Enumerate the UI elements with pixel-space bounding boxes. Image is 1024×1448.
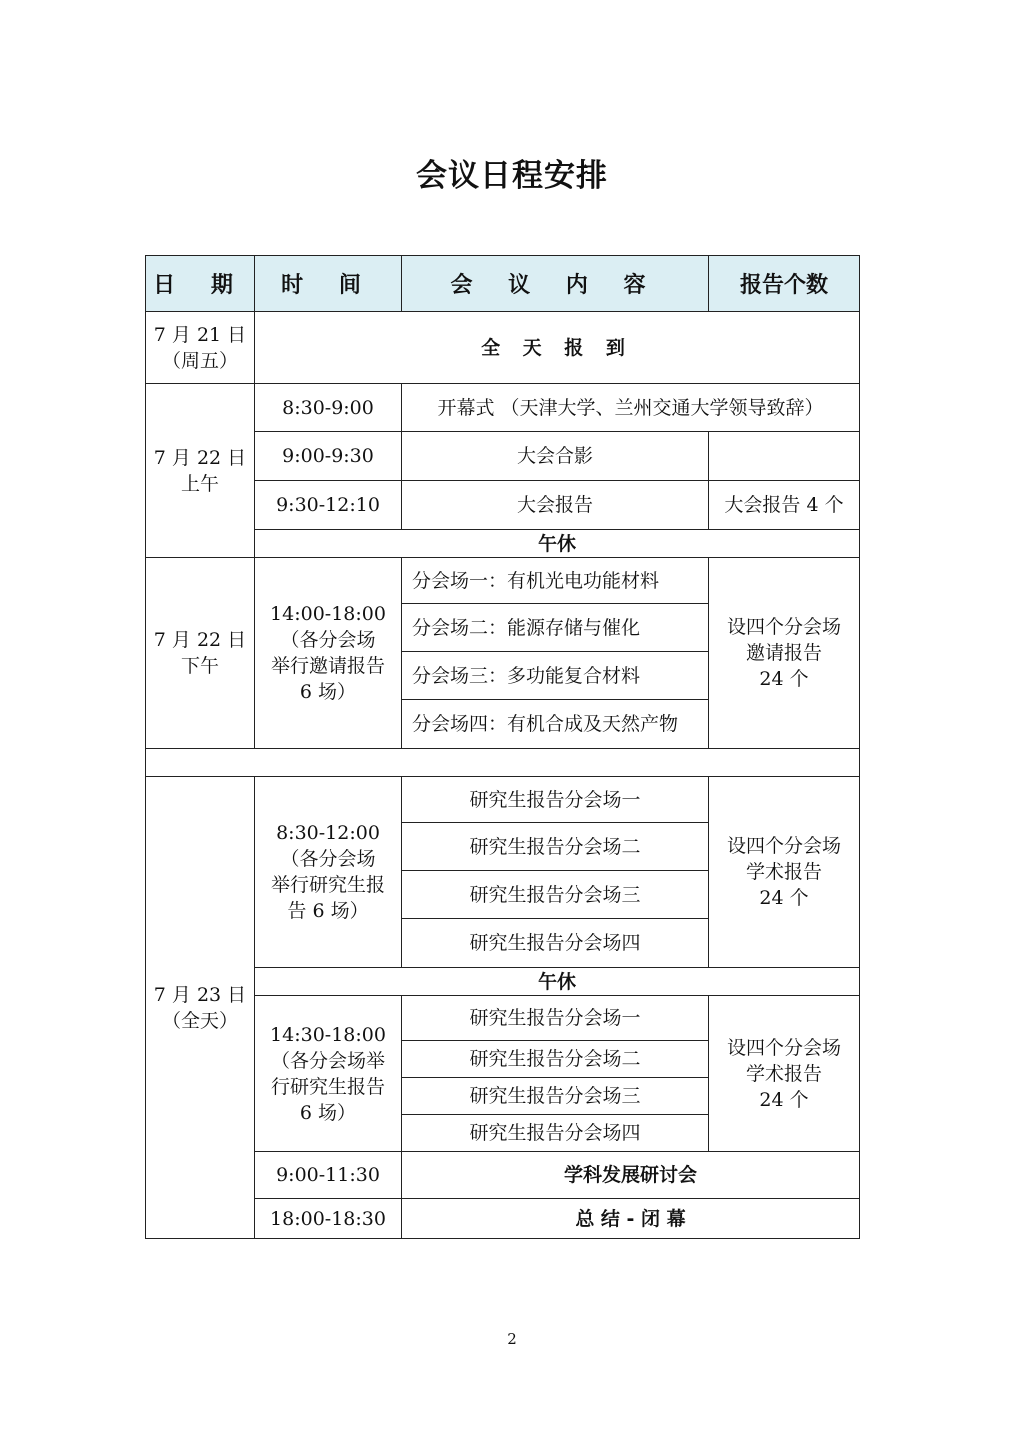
header-content: 会 议 内 容 <box>402 256 709 312</box>
time-cell: 14:00-18:00 （各分会场 举行邀请报告 6 场） <box>255 558 402 749</box>
content-cell: 大会合影 <box>402 432 709 481</box>
header-date: 日 期 <box>146 256 255 312</box>
date-cell: 7 月 21 日 （周五） <box>146 312 255 384</box>
header-count: 报告个数 <box>709 256 860 312</box>
session-cell: 研究生报告分会场三 <box>402 1078 709 1115</box>
count-cell <box>709 432 860 481</box>
session-cell: 分会场三：多功能复合材料 <box>402 652 709 700</box>
session-cell: 研究生报告分会场三 <box>402 871 709 919</box>
time-cell: 8:30-9:00 <box>255 384 402 432</box>
count-cell: 设四个分会场 邀请报告 24 个 <box>709 558 860 749</box>
time-cell: 9:00-9:30 <box>255 432 402 481</box>
time-cell: 18:00-18:30 <box>255 1199 402 1239</box>
session-cell: 分会场二：能源存储与催化 <box>402 604 709 652</box>
time-cell: 14:30-18:00 （各分会场举 行研究生报告 6 场） <box>255 996 402 1152</box>
schedule-table <box>145 255 860 1239</box>
content-cell: 开幕式 （天津大学、兰州交通大学领导致辞） <box>402 384 860 432</box>
session-cell: 研究生报告分会场四 <box>402 1115 709 1152</box>
session-cell: 研究生报告分会场二 <box>402 823 709 871</box>
break-cell: 午休 <box>255 530 860 558</box>
page-title: 会议日程安排 <box>416 158 608 194</box>
date-cell: 7 月 22 日 下午 <box>146 558 255 749</box>
content-cell: 大会报告 <box>402 481 709 530</box>
table-row <box>146 384 860 432</box>
header-time: 时 间 <box>255 256 402 312</box>
seminar-cell: 学科发展研讨会 <box>402 1152 860 1199</box>
session-cell: 研究生报告分会场四 <box>402 919 709 968</box>
time-cell: 9:30-12:10 <box>255 481 402 530</box>
time-cell: 8:30-12:00 （各分会场 举行研究生报 告 6 场） <box>255 777 402 968</box>
session-cell: 研究生报告分会场一 <box>402 996 709 1041</box>
table-row <box>146 312 860 384</box>
table-row <box>146 558 860 604</box>
table-row <box>146 777 860 823</box>
break-cell: 午休 <box>255 968 860 996</box>
session-cell: 分会场四：有机合成及天然产物 <box>402 700 709 749</box>
session-cell: 研究生报告分会场一 <box>402 777 709 823</box>
registration-cell: 全 天 报 到 <box>255 312 860 384</box>
date-cell: 7 月 23 日 （全天） <box>146 777 255 1239</box>
count-cell: 大会报告 4 个 <box>709 481 860 530</box>
page-number: 2 <box>507 1330 517 1348</box>
spacer-cell <box>146 749 860 777</box>
spacer-row <box>146 749 860 777</box>
closing-cell: 总 结 - 闭 幕 <box>402 1199 860 1239</box>
count-cell: 设四个分会场 学术报告 24 个 <box>709 777 860 968</box>
count-cell: 设四个分会场 学术报告 24 个 <box>709 996 860 1152</box>
header-row <box>146 256 860 312</box>
date-cell: 7 月 22 日 上午 <box>146 384 255 558</box>
time-cell: 9:00-11:30 <box>255 1152 402 1199</box>
session-cell: 研究生报告分会场二 <box>402 1041 709 1078</box>
session-cell: 分会场一：有机光电功能材料 <box>402 558 709 604</box>
